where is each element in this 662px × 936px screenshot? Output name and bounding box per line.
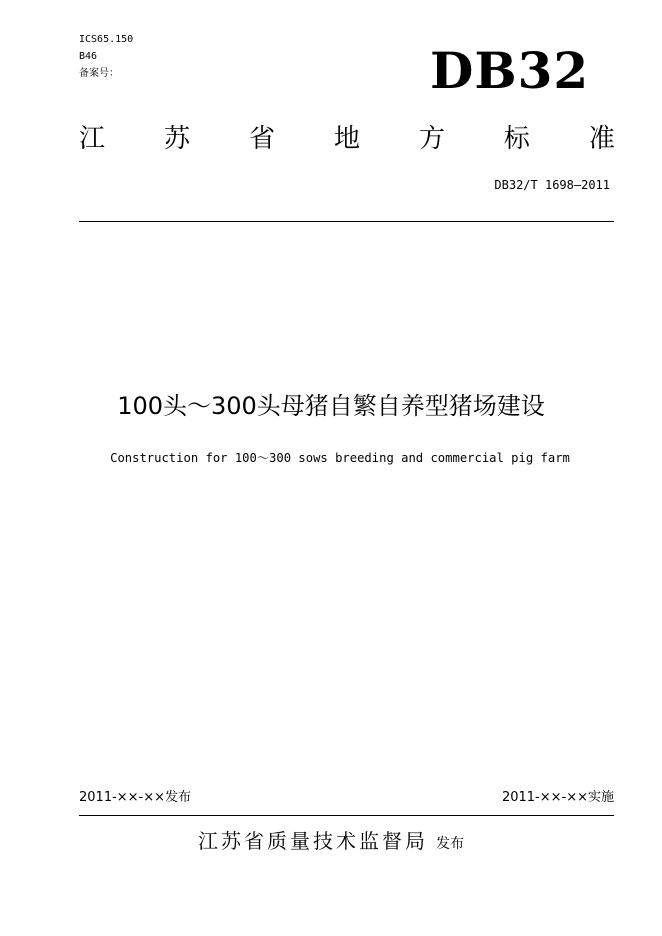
ccs-code: B46 bbox=[79, 51, 98, 62]
document-title-chinese: 100头～300头母猪自繁自养型猪场建设 bbox=[117, 392, 545, 420]
filing-number-label: 备案号： bbox=[79, 68, 119, 79]
standard-type-char: 地 bbox=[333, 124, 360, 154]
document-title-english: Construction for 100～300 sows breeding and commercial pig farm bbox=[110, 451, 570, 465]
standard-type-char: 方 bbox=[418, 124, 445, 154]
header-divider bbox=[79, 221, 614, 222]
issuing-authority: 江苏省质量技术监督局 bbox=[198, 829, 428, 853]
ics-code: ICS65.150 bbox=[79, 34, 134, 45]
issuer-line bbox=[0, 826, 662, 859]
standard-type-heading bbox=[79, 121, 615, 157]
standard-type-char: 江 bbox=[79, 124, 106, 154]
standard-logo: DB32 bbox=[430, 41, 590, 100]
standard-number: DB32/T 1698—2011 bbox=[494, 178, 610, 192]
standard-type-char: 标 bbox=[503, 124, 530, 154]
footer-divider bbox=[79, 815, 614, 816]
issue-label: 发布 bbox=[436, 836, 464, 852]
implementation-date: 2011-××-××实施 bbox=[501, 790, 614, 805]
standard-type-char: 准 bbox=[588, 124, 615, 154]
standard-type-char: 苏 bbox=[163, 124, 190, 154]
publish-date: 2011-××-××发布 bbox=[79, 790, 192, 805]
standard-type-char: 省 bbox=[248, 124, 275, 154]
